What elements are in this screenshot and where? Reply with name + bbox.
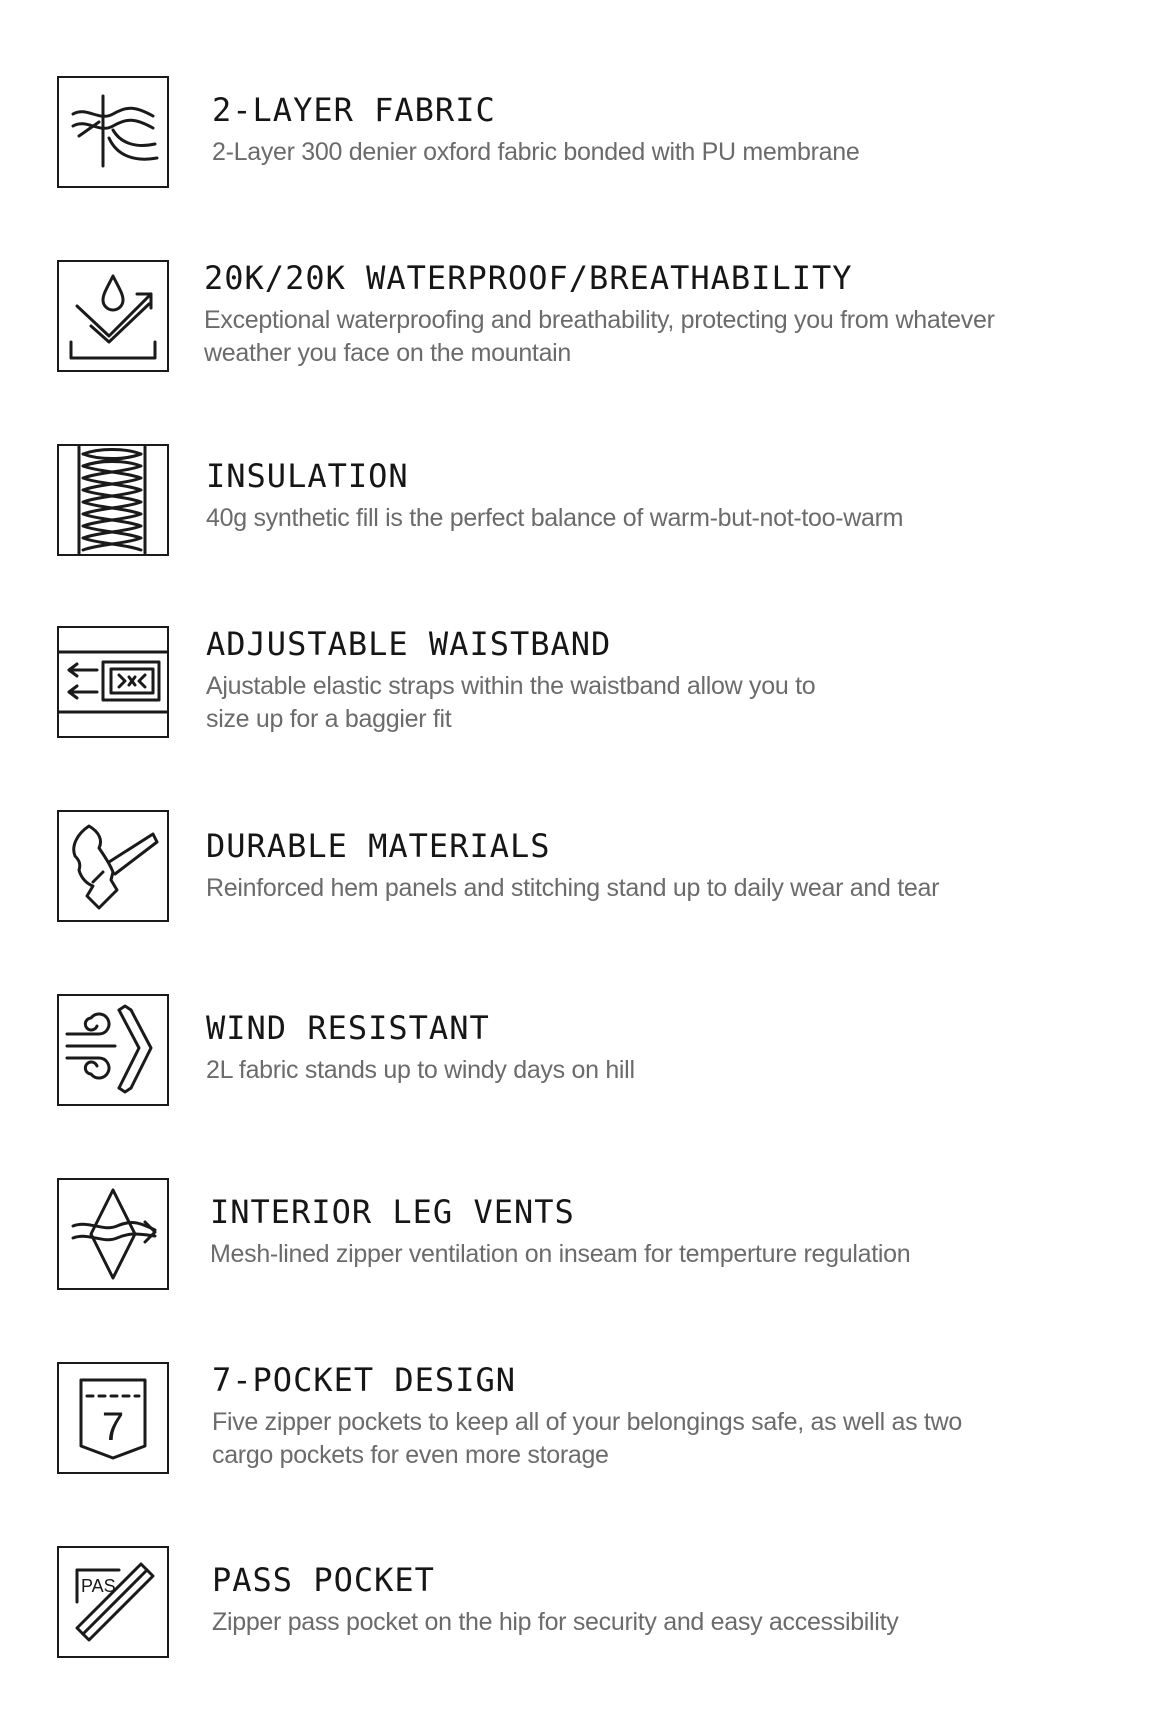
feature-description: 2-Layer 300 denier oxford fabric bonded with PU membrane [212,138,860,166]
feature-description-line-2: size up for a baggier fit [206,705,452,733]
feature-description: Mesh-lined zipper ventilation on inseam for temperture regulation [210,1240,911,1268]
pass-card-label: PAS [81,1576,116,1596]
feature-title: 20K/20K WATERPROOF/BREATHABILITY [204,259,853,297]
feature-title: WIND RESISTANT [206,1009,490,1047]
feature-title: 7-POCKET DESIGN [212,1361,516,1399]
feature-title: ADJUSTABLE WAISTBAND [206,625,612,663]
pocket-number-label: 7 [101,1405,125,1449]
fabric-layers-icon [57,76,169,188]
feature-description-line-2: weather you face on the mountain [204,339,572,367]
feature-description-line-2: cargo pockets for even more storage [212,1441,609,1469]
feature-description: 2L fabric stands up to windy days on hill [206,1056,635,1084]
hammer-icon [57,810,169,922]
feature-description-line-1: Five zipper pockets to keep all of your belongings safe, as well as two [212,1408,962,1436]
feature-description-line-1: Exceptional waterproofing and breathability, protecting you from whatever [204,306,995,334]
pass-pocket-icon [57,1546,169,1658]
feature-description: 40g synthetic fill is the perfect balance of warm-but-not-too-warm [206,504,904,532]
feature-title: PASS POCKET [212,1561,435,1599]
feature-description: Reinforced hem panels and stitching stand up to daily wear and tear [206,874,940,902]
feature-title: INTERIOR LEG VENTS [210,1193,575,1231]
leg-vent-icon [57,1178,169,1290]
feature-title: DURABLE MATERIALS [206,827,551,865]
feature-description-line-1: Ajustable elastic straps within the waistband allow you to [206,672,816,700]
feature-title: INSULATION [206,457,409,495]
pocket-seven-icon [57,1362,169,1474]
insulation-icon [57,444,169,556]
wind-icon [57,994,169,1106]
feature-title: 2-LAYER FABRIC [212,91,496,129]
feature-description: Zipper pass pocket on the hip for security and easy accessibility [212,1608,899,1636]
waterproof-breathable-icon [57,260,169,372]
adjustable-waistband-icon [57,626,169,738]
